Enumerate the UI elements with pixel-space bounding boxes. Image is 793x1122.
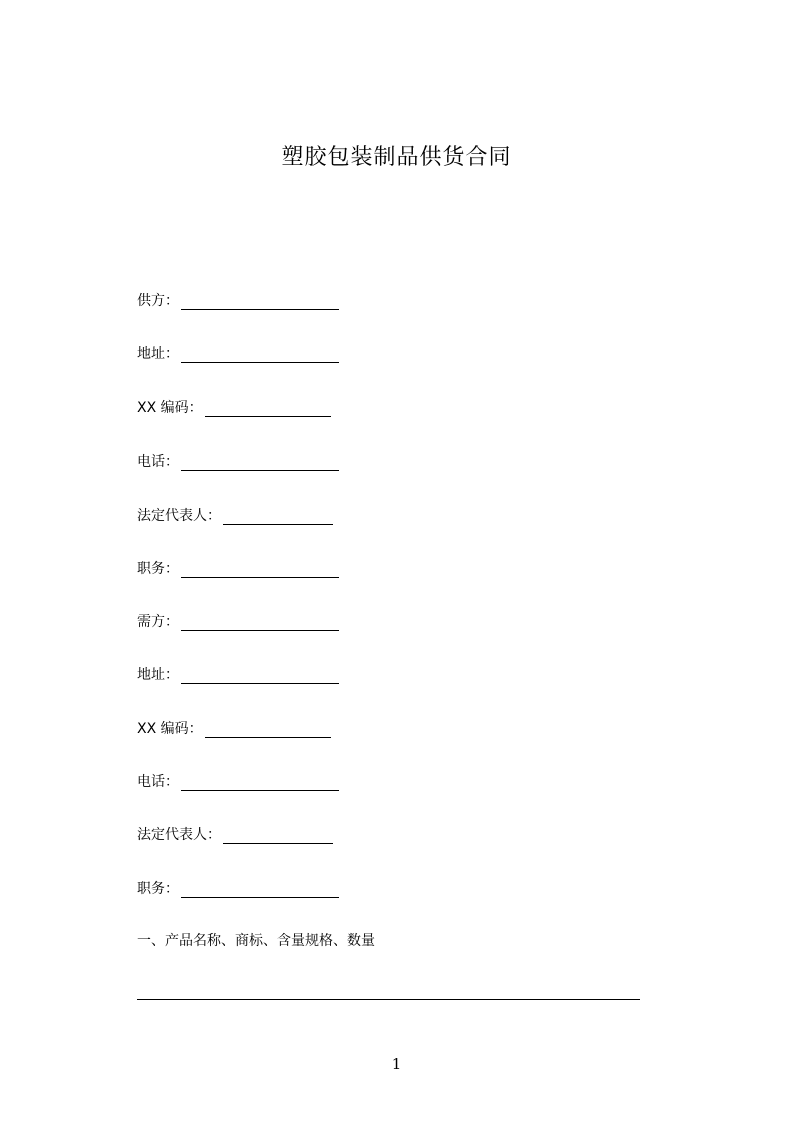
supplier-party-field	[137, 290, 339, 310]
buyer-legal-rep-blank[interactable]	[223, 829, 333, 844]
supplier-postcode-blank[interactable]	[205, 402, 331, 417]
supplier-phone-label: 电话：	[137, 454, 179, 470]
supplier-phone-blank[interactable]	[181, 456, 339, 471]
document-title: 塑胶包装制品供货合同	[281, 145, 512, 170]
supplier-legal-rep-label: 法定代表人：	[137, 508, 221, 524]
supplier-address-label: 地址：	[137, 346, 179, 362]
supplier-party-label: 供方：	[137, 293, 179, 309]
page-number: 1	[391, 1055, 402, 1073]
buyer-address-blank[interactable]	[181, 669, 339, 684]
buyer-party-blank[interactable]	[181, 616, 339, 631]
supplier-party-blank[interactable]	[181, 295, 339, 310]
buyer-phone-label: 电话：	[137, 774, 179, 790]
buyer-address-label: 地址：	[137, 667, 179, 683]
buyer-postcode-label: XX 编码：	[137, 721, 203, 737]
supplier-address-blank[interactable]	[181, 348, 339, 363]
supplier-position-blank[interactable]	[181, 563, 339, 578]
buyer-position-field	[137, 878, 339, 898]
buyer-party-label: 需方：	[137, 614, 179, 630]
buyer-legal-rep-field	[137, 824, 333, 844]
supplier-position-label: 职务：	[137, 561, 179, 577]
buyer-party-field	[137, 611, 339, 631]
supplier-legal-rep-field	[137, 505, 333, 525]
buyer-postcode-field	[137, 718, 331, 738]
buyer-postcode-blank[interactable]	[205, 723, 331, 738]
buyer-address-field	[137, 664, 339, 684]
section-1-blank-line[interactable]	[137, 999, 640, 1000]
supplier-postcode-field	[137, 397, 331, 417]
supplier-position-field	[137, 558, 339, 578]
section-1-heading: 一、产品名称、商标、含量规格、数量	[137, 933, 375, 949]
buyer-phone-blank[interactable]	[181, 776, 339, 791]
supplier-legal-rep-blank[interactable]	[223, 510, 333, 525]
buyer-phone-field	[137, 771, 339, 791]
buyer-legal-rep-label: 法定代表人：	[137, 827, 221, 843]
supplier-phone-field	[137, 451, 339, 471]
supplier-postcode-label: XX 编码：	[137, 400, 203, 416]
supplier-address-field	[137, 343, 339, 363]
buyer-position-blank[interactable]	[181, 883, 339, 898]
buyer-position-label: 职务：	[137, 881, 179, 897]
